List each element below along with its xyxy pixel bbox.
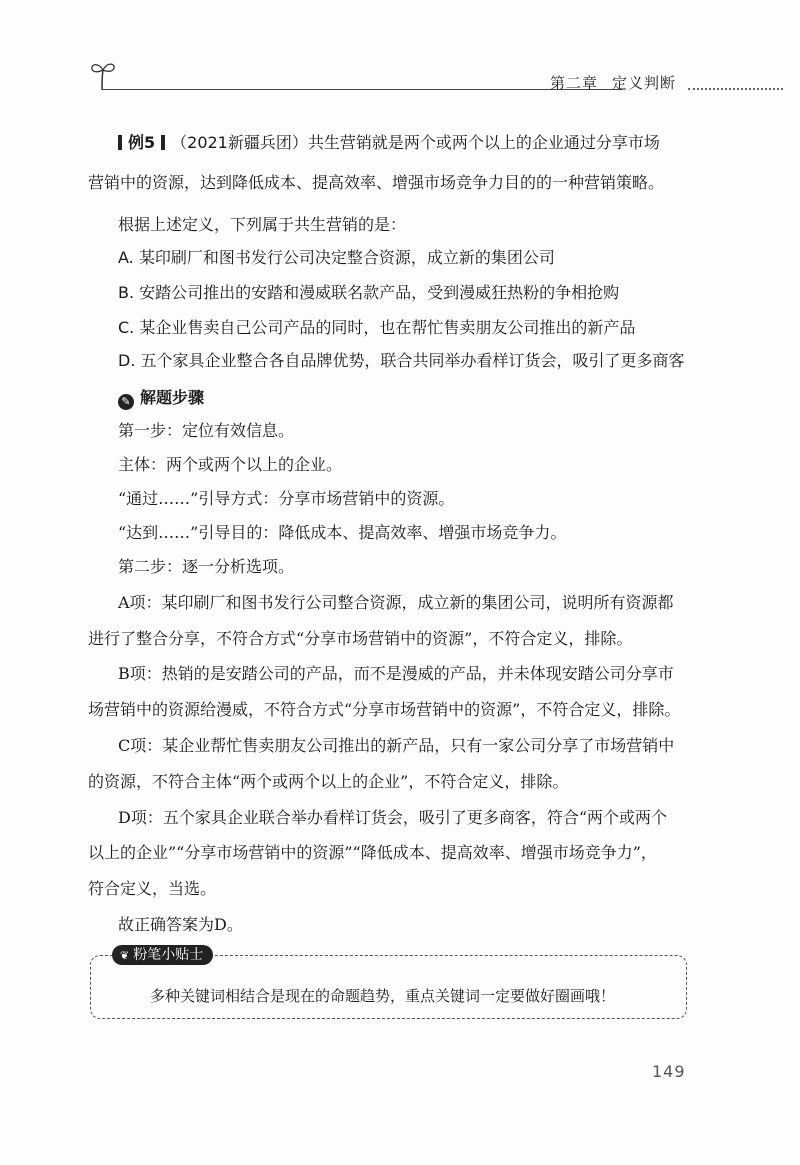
option-c: C. 某企业售卖自己公司产品的同时，也在帮忙售卖朋友公司推出的新产品: [118, 318, 636, 337]
analysis-d-line2: 以上的企业”“分享市场营销中的资源”“降低成本、提高效率、增强市场竞争力”，: [88, 843, 657, 862]
section-title: 定义判断: [612, 74, 677, 92]
leaf-icon: ❦: [120, 949, 130, 962]
example-stem-line1: 共生营销就是两个或两个以上的企业通过分享市场: [307, 133, 660, 152]
page-header: [88, 58, 788, 98]
option-a: A. 某印刷厂和图书发行公司决定整合资源，成立新的集团公司: [118, 248, 555, 267]
sprout-icon: [88, 58, 118, 92]
header-rule: [102, 89, 622, 90]
tip-text: 多种关键词相结合是现在的命题趋势，重点关键词一定要做好圈画哦！: [150, 987, 616, 1005]
example-label: 例5: [128, 133, 156, 152]
header-dotted-rule: [688, 88, 783, 90]
purpose-text: “达到……”引导目的：降低成本、提高效率、增强市场竞争力。: [118, 523, 567, 542]
solution-heading: [118, 385, 204, 410]
subject-text: 主体：两个或两个以上的企业。: [118, 455, 343, 474]
analysis-a-line1: A项：某印刷厂和图书发行公司整合资源，成立新的集团公司，说明所有资源都: [118, 593, 674, 612]
solution-icon: ✎: [118, 394, 134, 410]
analysis-c-line1: C项：某企业帮忙售卖朋友公司推出的新产品，只有一家公司分享了市场营销中: [118, 736, 675, 755]
analysis-b-line1: B项：热销的是安踏公司的产品，而不是漫威的产品，并未体现安踏公司分享市: [118, 664, 674, 683]
example-header: [118, 130, 660, 153]
analysis-b-line2: 场营销中的资源给漫威，不符合方式“分享市场营销中的资源”，不符合定义，排除。: [88, 700, 681, 719]
method-text: “通过……”引导方式：分享市场营销中的资源。: [118, 489, 455, 508]
label-bar-left: [118, 135, 122, 150]
label-bar-right: [161, 135, 165, 150]
chapter-number: 第二章: [550, 74, 599, 92]
chapter-title: [550, 72, 676, 93]
page-number: 149: [652, 1062, 686, 1081]
step2-text: 第二步：逐一分析选项。: [118, 557, 295, 576]
solution-heading-text: 解题步骤: [140, 388, 205, 407]
option-d: D. 五个家具企业整合各自品牌优势，联合共同举办看样订货会，吸引了更多商客: [118, 351, 685, 370]
example-source: （2021新疆兵团）: [171, 133, 308, 152]
step1-text: 第一步：定位有效信息。: [118, 421, 295, 440]
question-text: 根据上述定义，下列属于共生营销的是：: [118, 215, 407, 234]
answer-text: 故正确答案为D。: [118, 915, 243, 934]
tip-title: 粉笔小贴士: [133, 947, 204, 963]
analysis-c-line2: 的资源，不符合主体“两个或两个以上的企业”，不符合定义，排除。: [88, 772, 569, 791]
example-stem-line2: 营销中的资源，达到降低成本、提高效率、增强市场竞争力目的的一种营销策略。: [88, 173, 665, 192]
analysis-d-line1: D项：五个家具企业联合举办看样订货会，吸引了更多商客，符合“两个或两个: [118, 808, 668, 827]
option-b: B. 安踏公司推出的安踏和漫威联名款产品，受到漫威狂热粉的争相抢购: [118, 283, 620, 302]
tip-tag: [112, 945, 213, 965]
analysis-d-line3: 符合定义，当选。: [88, 879, 217, 898]
analysis-a-line2: 进行了整合分享，不符合方式“分享市场营销中的资源”，不符合定义，排除。: [88, 629, 633, 648]
